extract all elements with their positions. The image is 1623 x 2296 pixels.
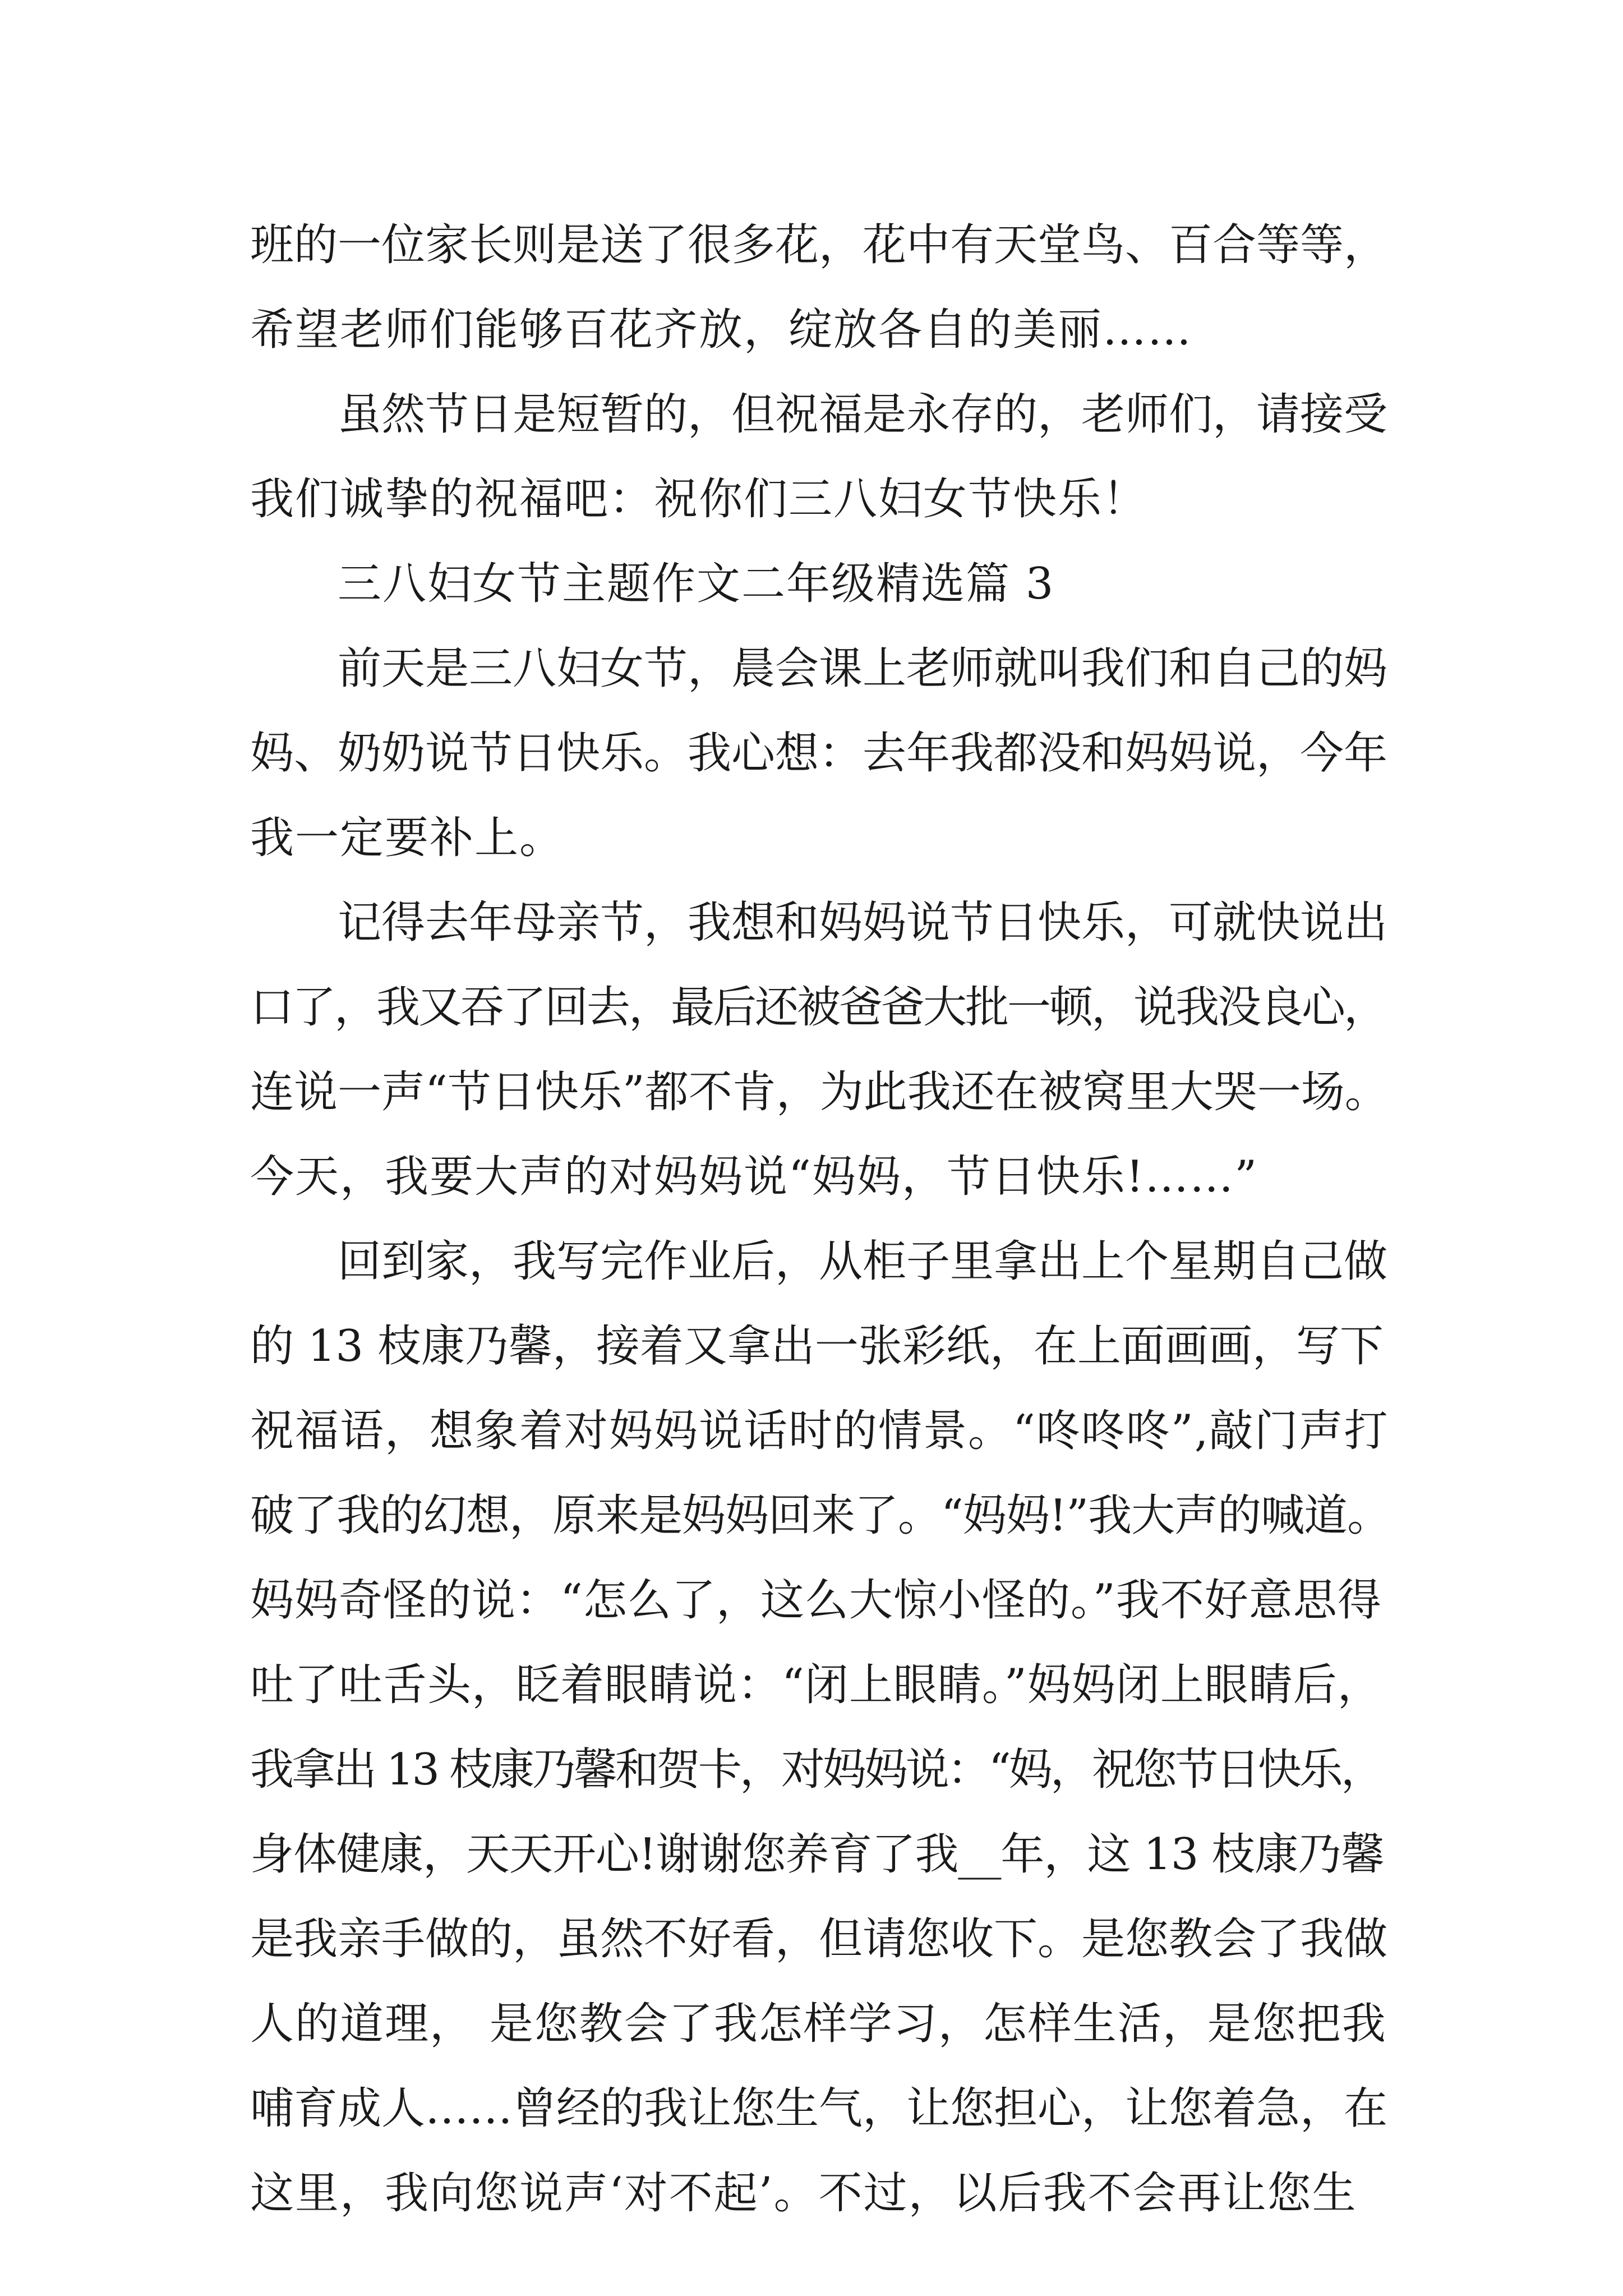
text-line: 今天，我要大声的对妈妈说“妈妈，节日快乐!……” <box>250 1152 1258 1202</box>
text-line: 破了我的幻想，原来是妈妈回来了。“妈妈!”我大声的喊道。 <box>250 1490 1391 1541</box>
text-line: 人的道理， 是您教会了我怎样学习，怎样生活，是您把我 <box>250 1999 1387 2049</box>
text-line: 妈妈奇怪的说：“怎么了，这么大惊小怪的。”我不好意思得 <box>250 1575 1382 1626</box>
text-line: 身体健康，天天开心!谢谢您养育了我__年，这 13 枝康乃馨 <box>250 1829 1385 1880</box>
text-line: 希望老师们能够百花齐放，绽放各自的美丽…… <box>250 305 1193 355</box>
section-heading: 三八妇女节主题作文二年级精选篇 3 <box>338 559 1055 609</box>
text-line: 连说一声“节日快乐”都不肯，为此我还在被窝里大哭一场。 <box>250 1067 1389 1117</box>
text-line: 吐了吐舌头，眨着眼睛说：“闭上眼睛。”妈妈闭上眼睛后， <box>250 1660 1382 1710</box>
text-line: 我一定要补上。 <box>250 813 565 863</box>
text-line: 这里，我向您说声‘对不起’。不过，以后我不会再让您生 <box>250 2168 1357 2219</box>
text-line: 的 13 枝康乃馨，接着又拿出一张彩纸，在上面画画，写下 <box>250 1321 1384 1372</box>
text-line: 祝福语，想象着对妈妈说话时的情景。“咚咚咚”,敲门声打 <box>250 1406 1389 1456</box>
text-line: 虽然节日是短暂的，但祝福是永存的，老师们，请接受 <box>338 389 1388 440</box>
text-line: 是我亲手做的，虽然不好看，但请您收下。是您教会了我做 <box>250 1914 1388 1964</box>
document-body <box>250 203 1394 2236</box>
text-line: 我拿出 13 枝康乃馨和贺卡，对妈妈说：“妈，祝您节日快乐， <box>250 1745 1382 1795</box>
text-line: 班的一位家长则是送了很多花，花中有天堂鸟、百合等等， <box>250 220 1388 270</box>
text-line: 前天是三八妇女节，晨会课上老师就叫我们和自己的妈 <box>338 643 1388 694</box>
text-line: 口了，我又吞了回去，最后还被爸爸大批一顿，说我没良心， <box>250 982 1386 1033</box>
text-line: 回到家，我写完作业后，从柜子里拿出上个星期自己做 <box>338 1236 1388 1287</box>
text-line: 妈、奶奶说节日快乐。我心想：去年我都没和妈妈说，今年 <box>250 728 1388 779</box>
text-line: 哺育成人……曾经的我让您生气，让您担心，让您着急，在 <box>250 2083 1388 2134</box>
text-line: 记得去年母亲节，我想和妈妈说节日快乐，可就快说出 <box>338 898 1388 948</box>
text-line: 我们诚挚的祝福吧：祝你们三八妇女节快乐！ <box>250 474 1148 524</box>
